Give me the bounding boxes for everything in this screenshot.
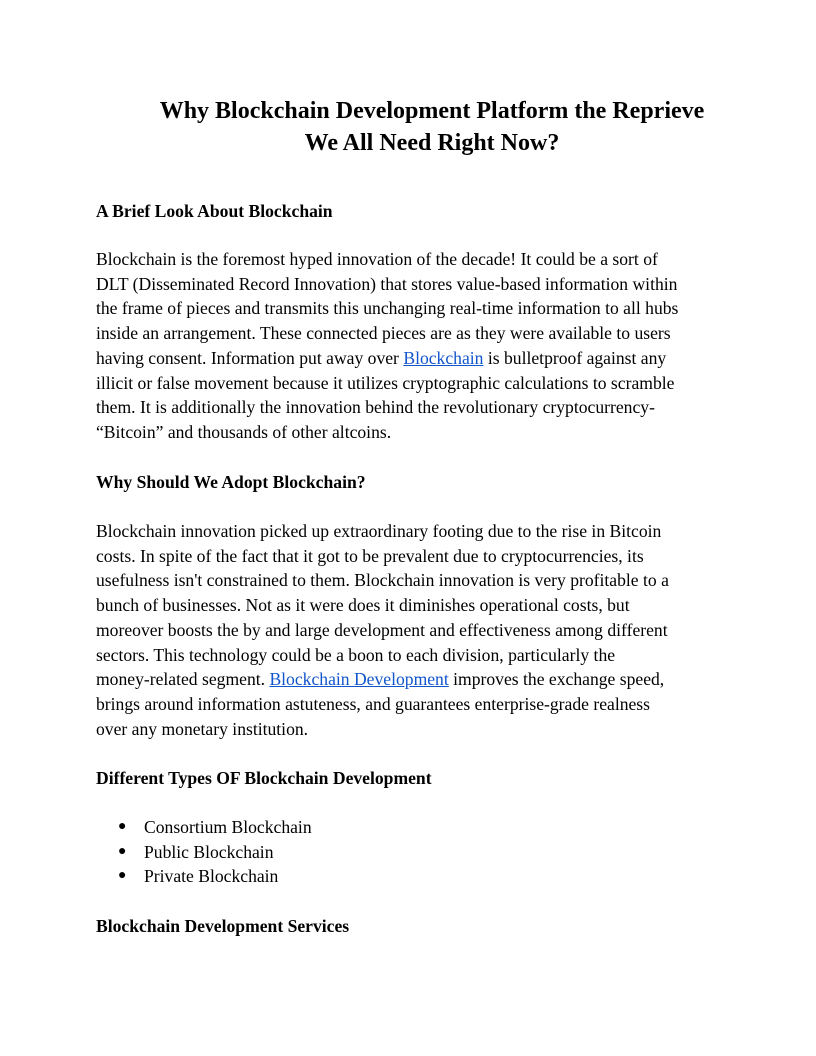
text-run: money-related segment. bbox=[96, 669, 270, 690]
blockchain-development-link[interactable]: Blockchain Development bbox=[269, 669, 449, 690]
page-title bbox=[96, 95, 768, 159]
text-run: is bulletproof against any bbox=[483, 347, 667, 368]
text-line: the frame of pieces and transmits this unchanging real-time information to all hubs bbox=[96, 298, 679, 319]
types-bullet-list bbox=[96, 815, 312, 889]
section-heading-types: Different Types OF Blockchain Development bbox=[96, 768, 432, 788]
text-line: sectors. This technology could be a boon to each division, particularly the bbox=[96, 644, 616, 665]
list-item bbox=[96, 864, 312, 889]
text-line bbox=[96, 346, 736, 371]
text-line: moreover boosts the by and large development and effectiveness among different bbox=[96, 619, 668, 640]
bullet-icon: ● bbox=[118, 868, 127, 884]
blockchain-link[interactable]: Blockchain bbox=[403, 347, 484, 368]
section-heading-services: Blockchain Development Services bbox=[96, 916, 350, 936]
text-line: brings around information astuteness, and guarantees enterprise-grade realness bbox=[96, 693, 651, 714]
text-line: bunch of businesses. Not as it were does it diminishes operational costs, but bbox=[96, 595, 630, 616]
paragraph-brief-look bbox=[96, 247, 736, 445]
paragraph-why-adopt bbox=[96, 519, 736, 741]
list-item-label: Public Blockchain bbox=[144, 841, 274, 862]
title-line: Why Blockchain Development Platform the Reprieve bbox=[159, 98, 705, 124]
text-line: usefulness isn't constrained to them. Blockchain innovation is very profitable to a bbox=[96, 570, 669, 591]
text-line bbox=[96, 667, 736, 692]
list-item bbox=[96, 840, 312, 865]
section-heading-brief-look: A Brief Look About Blockchain bbox=[96, 201, 333, 221]
text-line: them. It is additionally the innovation behind the revolutionary cryptocurrency- bbox=[96, 397, 655, 418]
text-line: DLT (Disseminated Record Innovation) that stores value-based information within bbox=[96, 273, 678, 294]
bullet-icon: ● bbox=[118, 843, 127, 859]
text-run: improves the exchange speed, bbox=[448, 669, 665, 690]
section-heading-why-adopt: Why Should We Adopt Blockchain? bbox=[96, 472, 366, 492]
title-line: We All Need Right Now? bbox=[304, 130, 560, 156]
bullet-icon: ● bbox=[118, 819, 127, 834]
text-line: illicit or false movement because it utilizes cryptographic calculations to scramble bbox=[96, 372, 675, 393]
text-line: inside an arrangement. These connected pieces are as they were available to users bbox=[96, 323, 671, 344]
text-line: over any monetary institution. bbox=[96, 718, 309, 739]
text-line: Blockchain innovation picked up extraordinary footing due to the rise in Bitcoin bbox=[96, 521, 662, 541]
list-item bbox=[96, 815, 312, 840]
list-item-label: Consortium Blockchain bbox=[144, 817, 312, 837]
text-line: Blockchain is the foremost hyped innovation of the decade! It could be a sort of bbox=[96, 249, 658, 269]
text-line: “Bitcoin” and thousands of other altcoins. bbox=[96, 421, 392, 442]
text-run: having consent. Information put away over bbox=[96, 347, 404, 368]
list-item-label: Private Blockchain bbox=[144, 866, 279, 887]
text-line: costs. In spite of the fact that it got to be prevalent due to cryptocurrencies, its bbox=[96, 545, 644, 566]
